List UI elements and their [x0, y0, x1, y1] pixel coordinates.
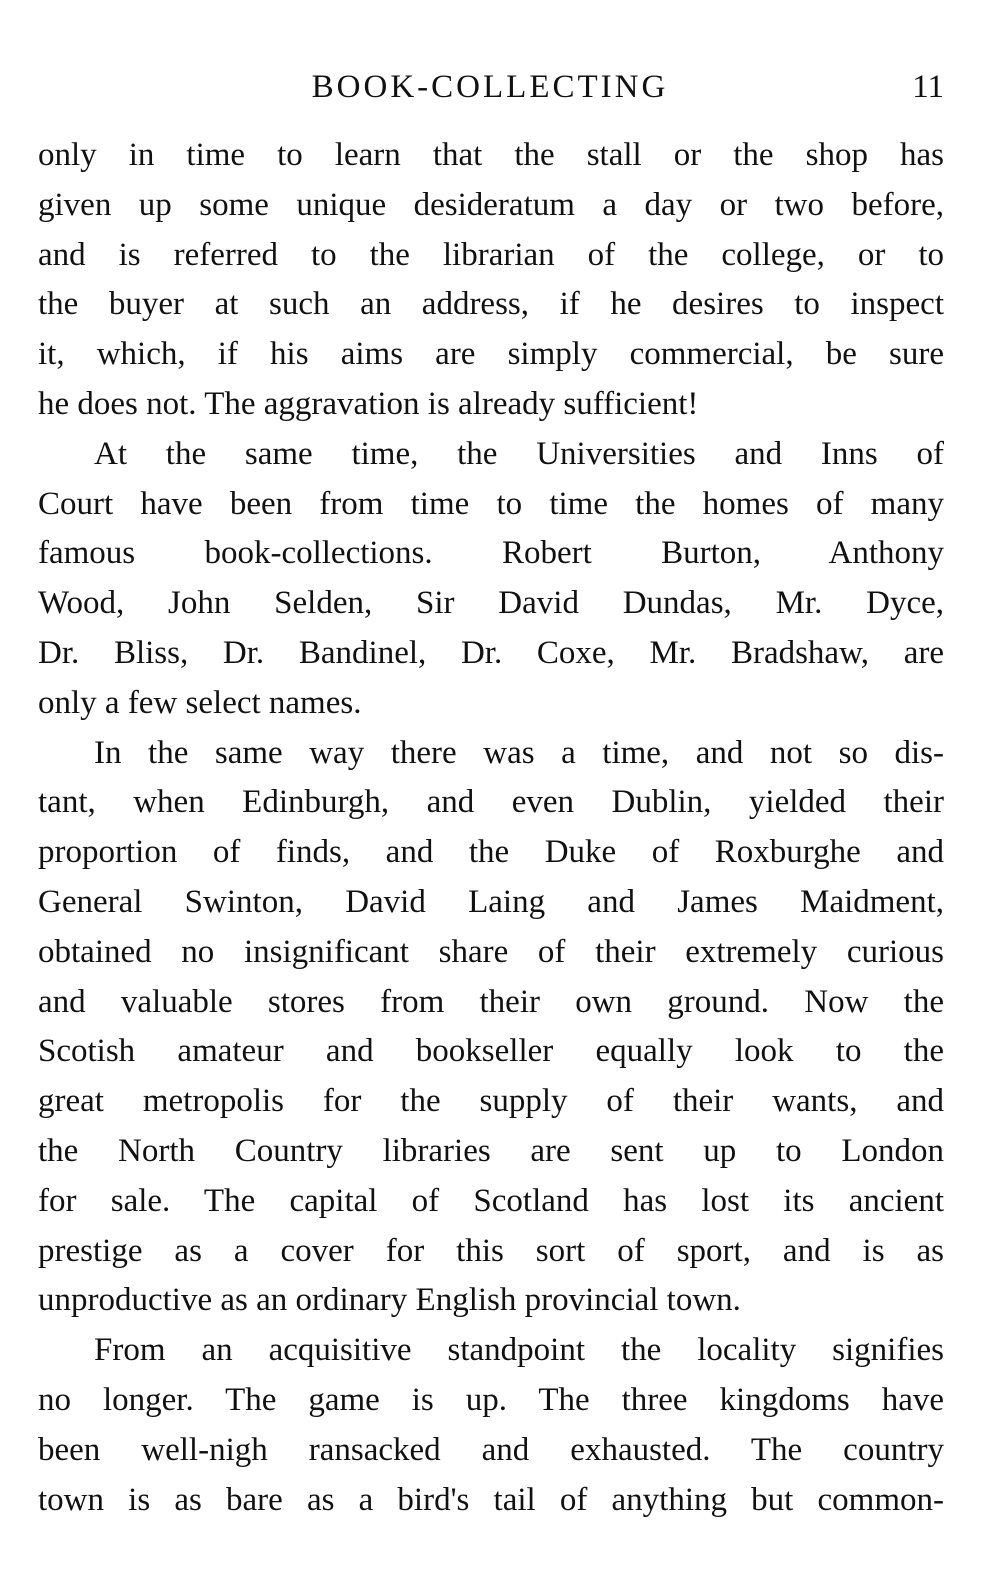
text-line: only a few select names.	[38, 684, 362, 721]
text-line: town is as bare as a bird's tail of anything but common-	[38, 1481, 944, 1518]
text-line: tant, when Edinburgh, and even Dublin, yielded their	[38, 784, 944, 821]
page-number: 11	[912, 69, 944, 105]
text-line: for sale. The capital of Scotland has lost its ancient	[38, 1182, 944, 1219]
text-line: From an acquisitive standpoint the locality signifies	[94, 1332, 944, 1369]
text-line: given up some unique desideratum a day or two before,	[38, 186, 944, 223]
text-line: and is referred to the librarian of the college, or to	[38, 236, 944, 273]
text-line: Dr. Bliss, Dr. Bandinel, Dr. Coxe, Mr. Bradshaw, are	[38, 634, 944, 671]
text-line: no longer. The game is up. The three kingdoms have	[38, 1381, 944, 1418]
text-line: At the same time, the Universities and Inns of	[94, 435, 944, 472]
text-line: prestige as a cover for this sort of sport, and is as	[38, 1232, 944, 1269]
running-head	[36, 62, 944, 112]
text-line: obtained no insignificant share of their extremely curious	[38, 933, 944, 970]
text-line: only in time to learn that the stall or the shop has	[38, 137, 944, 173]
text-line: the North Country libraries are sent up to London	[38, 1132, 944, 1169]
text-line: and valuable stores from their own ground. Now the	[38, 983, 944, 1020]
text-line: famous book-collections. Robert Burton, Anthony	[38, 535, 944, 572]
text-line: In the same way there was a time, and not so dis-	[94, 734, 944, 771]
text-line: great metropolis for the supply of their wants, and	[38, 1083, 944, 1120]
text-line: he does not. The aggravation is already sufficient!	[38, 385, 699, 422]
text-line: the buyer at such an address, if he desires to inspect	[38, 286, 944, 323]
body-text	[38, 131, 944, 1525]
text-line: Scotish amateur and bookseller equally look to the	[38, 1033, 944, 1070]
text-line: unproductive as an ordinary English provincial town.	[38, 1282, 741, 1319]
text-line: Court have been from time to time the homes of many	[38, 485, 944, 522]
running-title: BOOK-COLLECTING	[311, 69, 669, 105]
text-line: been well-nigh ransacked and exhausted. The country	[38, 1431, 944, 1468]
text-line: it, which, if his aims are simply commercial, be sure	[38, 336, 944, 373]
text-line: Wood, John Selden, Sir David Dundas, Mr. Dyce,	[38, 585, 944, 622]
text-line: General Swinton, David Laing and James Maidment,	[38, 883, 944, 920]
text-line: proportion of finds, and the Duke of Roxburghe and	[38, 834, 944, 871]
